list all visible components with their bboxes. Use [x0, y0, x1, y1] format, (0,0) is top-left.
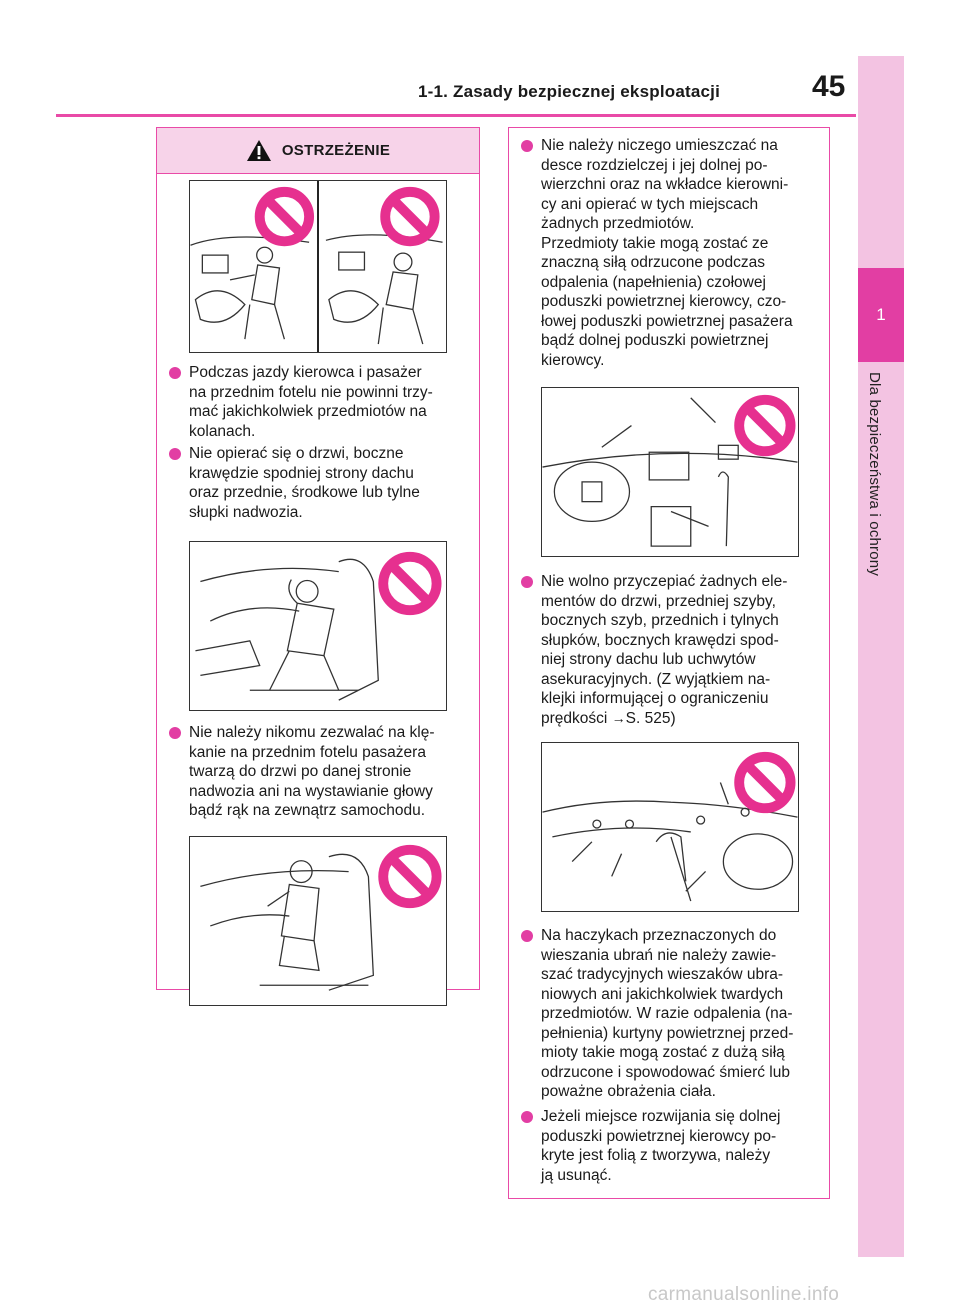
- header-rule: [56, 114, 856, 117]
- bullet-objects-on-dashboard: Nie należy niczego umieszczać na desce rozdzielczej i jej dolnej po- wierzchni oraz na wkładce kierowni- cy ani opierać w tych miejscach żadnych przedmiotów. Przedmioty takie mogą zostać ze znaczną siłą odrzucone podczas odpalenia (napełnienia) czołowej poduszki powietrznej kierowcy, czo- łowej poduszki powietrznej pasażera bądź dolnej poduszki powietrznej kierowcy.: [521, 136, 793, 370]
- page-number: 45: [812, 70, 846, 103]
- illustration-dashboard-objects: [541, 387, 799, 557]
- illustration-objects-on-lap: [189, 180, 447, 353]
- warning-box-right: [508, 127, 830, 1199]
- page-reference-link[interactable]: S. 525): [625, 709, 676, 727]
- bullet-attach-to-windows: Nie wolno przyczepiać żadnych ele- mentów do drzwi, przedniej szyby, bocznych szyb, przednich i tylnych słupków, bocznych krawędzi spod- niej strony dachu lub uchwytów asekuracyjnych. (Z wyjątkiem na- klejki informującej o ograniczeniu prędkości →S. 525): [521, 572, 787, 728]
- bullet-objects-on-lap: Podczas jazdy kierowca i pasażer na przednim fotelu nie powinni trzy- mać jakichkolwiek przedmiotów na kolanach.: [169, 363, 433, 441]
- bullet-knee-airbag-film: Jeżeli miejsce rozwijania się dolnej poduszki powietrznej kierowcy po- kryte jest folią z tworzywa, należy ją usunąć.: [521, 1107, 781, 1185]
- warning-box-left: [156, 127, 480, 990]
- illustration-kneeling-on-seat: [189, 836, 447, 1006]
- bullet-leaning-on-doors: Nie opierać się o drzwi, boczne krawędzie spodniej strony dachu oraz przednie, środkowe lub tylne słupki nadwozia.: [169, 444, 420, 522]
- illustration-windshield-attachments: [541, 742, 799, 912]
- bullet-coat-hooks: Na haczykach przeznaczonych do wieszania ubrań nie należy zawie- szać tradycyjnych wieszaków ubra- niowych ani jakichkolwiek twardych przedmiotów. W razie odpalenia (na- pełnienia) kurtyny powietrznej przed- mioty takie mogą zostać z dużą siłą odrzucone i spowodować śmierć lub poważne obrażenia ciała.: [521, 926, 793, 1102]
- warning-title: OSTRZEŻENIE: [281, 142, 391, 159]
- prohibition-icon: [385, 192, 434, 241]
- page-ref-arrow-icon: →: [611, 709, 626, 726]
- warning-triangle-icon: [246, 139, 272, 162]
- prohibition-icon: [739, 757, 790, 808]
- warning-header: [157, 128, 479, 174]
- chapter-title: Dla bezpieczeństwa i ochrony: [866, 372, 883, 577]
- bullet-kneeling-on-seat: Nie należy nikomu zezwalać na klę- kanie na przednim fotelu pasażera twarzą do drzwi po danej stronie nadwozia ani na wystawianie głowy bądź rąk na zewnątrz samochodu.: [169, 723, 435, 821]
- prohibition-icon: [739, 400, 790, 451]
- prohibition-icon: [383, 557, 436, 610]
- section-title: 1-1. Zasady bezpiecznej eksploatacji: [418, 82, 720, 101]
- prohibition-icon: [260, 192, 309, 241]
- ref-prefix: prędkości: [541, 709, 612, 727]
- chapter-number-tab: 1: [858, 268, 904, 362]
- illustration-leaning-on-door: [189, 541, 447, 711]
- prohibition-icon: [383, 850, 436, 903]
- watermark: carmanualsonline.info: [648, 1284, 840, 1305]
- side-tab-strip: [858, 56, 904, 1257]
